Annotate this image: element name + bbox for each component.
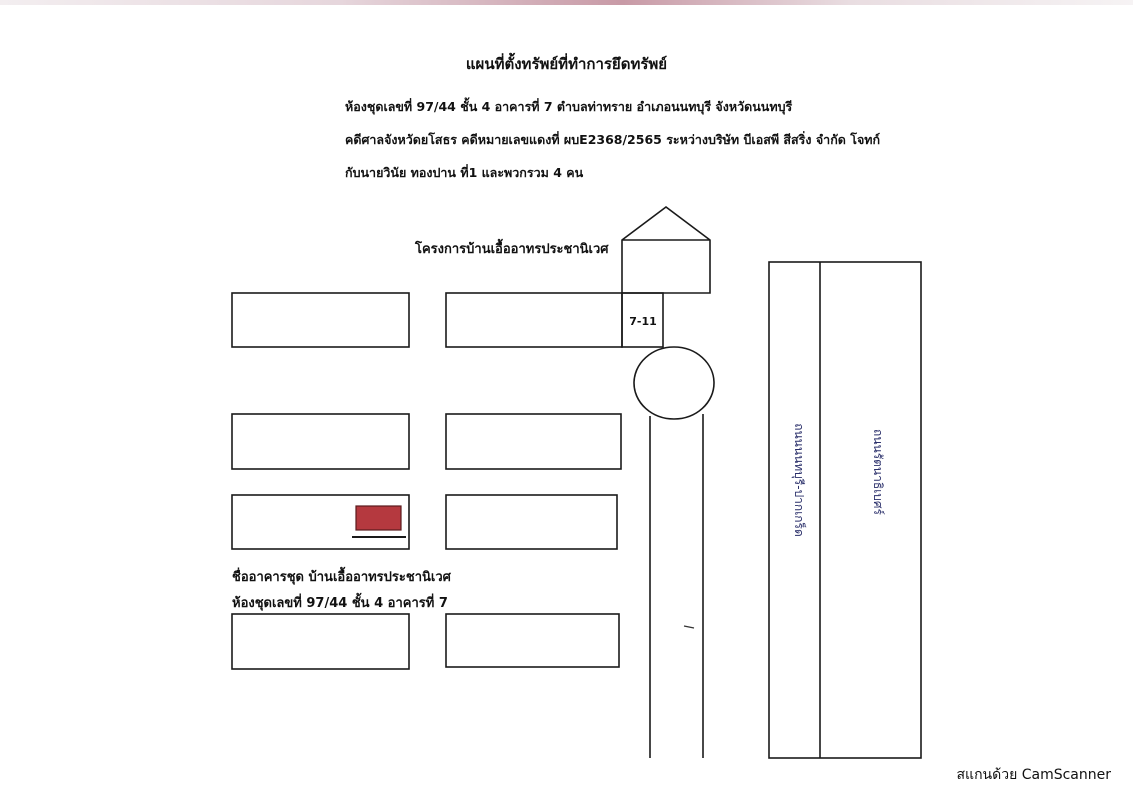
header-line-room: ห้องชุดเลขที่ 97/44 ชั้น 4 อาคารที่ 7 ตำบลท่าทราย อำเภอนนทบุรี จังหวัดนนทบุรี (345, 99, 793, 114)
block-row3-right (446, 495, 617, 549)
header-line-case: คดีศาลจังหวัดยโสธร คดีหมายเลขแดงที่ ผบE2368/2565 ระหว่างบริษัท บีเอสพี สีสริ่ง จำกัด โจทก์ (345, 132, 881, 147)
block-row2-right (446, 414, 621, 469)
project-label: โครงการบ้านเอื้ออาทรประชานิเวศ (415, 242, 609, 257)
block-row1-right (446, 293, 622, 347)
property-marker (356, 506, 401, 530)
road-label-rattanathibet: ถนนรัตนาธิเบศร์ (871, 429, 885, 515)
block-row4-right (446, 614, 619, 667)
block-row1-left (232, 293, 409, 347)
document-title: แผนที่ตั้งทรัพย์ที่ทำการยึดทรัพย์ (465, 55, 668, 73)
block-row4-left (232, 614, 409, 669)
building-label-line1: ชื่ออาคารชุด บ้านเอื้ออาทรประชานิเวศ (232, 570, 451, 585)
main-road-outline (769, 262, 921, 758)
scan-mark (684, 626, 694, 628)
road-label-nonthaburi-pakkret: ถนนนนทบุรี-ปากเกร็ด (792, 423, 806, 537)
project-gate-house (622, 207, 710, 293)
building-label-line2: ห้องชุดเลขที่ 97/44 ชั้น 4 อาคารที่ 7 (232, 596, 448, 611)
block-row2-left (232, 414, 409, 469)
shop-label: 7-11 (629, 315, 657, 328)
roundabout (634, 347, 714, 419)
camscanner-watermark: สแกนด้วย CamScanner (956, 767, 1111, 783)
header-line-parties: กับนายวินัย ทองปาน ที่1 และพวกรวม 4 คน (345, 165, 584, 180)
